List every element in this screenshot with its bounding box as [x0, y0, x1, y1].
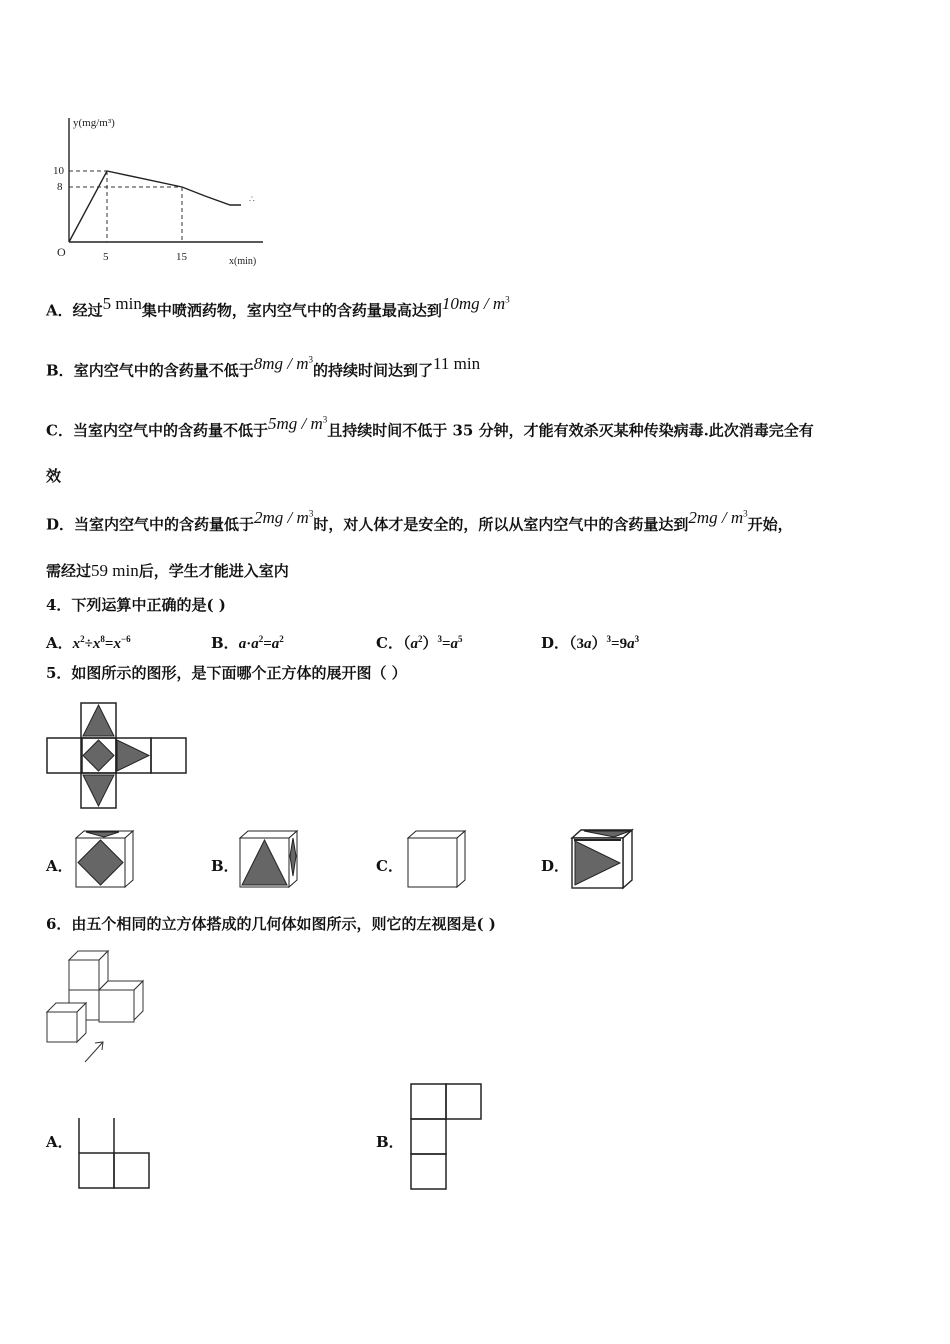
q5-option-a[interactable]: A． [46, 857, 73, 875]
concentration-graph [45, 112, 275, 272]
q3-option-c[interactable]: C．当室内空气中的含药量不低于$5mg / m^3$且持续时间不低于 35 分钟，才能有效杀灭某种传染病毒.此次消毒完全有 [46, 413, 814, 440]
q6-option-b-view[interactable] [409, 1082, 489, 1192]
cube-stack-figure [45, 948, 155, 1068]
svg-text:∴: ∴ [249, 194, 255, 204]
x-axis-label: x(min) [229, 256, 257, 267]
q5-option-b[interactable]: B． [211, 857, 239, 875]
y-axis-label: y(mg/m³) [73, 117, 115, 129]
q5-option-a-cube[interactable] [74, 830, 138, 890]
q4-stem: 4．下列运算中正确的是( ) [46, 596, 226, 614]
q5-option-d[interactable]: D． [541, 857, 570, 875]
x-tick-5: 5 [103, 251, 109, 263]
cube-net-figure [46, 700, 186, 810]
q5-option-d-cube[interactable] [568, 828, 636, 890]
concentration-curve [69, 171, 241, 242]
q3-option-d[interactable]: D．当室内空气中的含药量低于$2mg / m^3$时，对人体才是安全的，所以从室内空气中的含药量达到$2mg / m^3$开始， [46, 507, 793, 534]
q5-stem: 5．如图所示的图形，是下面哪个正方体的展开图（ ） [46, 664, 407, 682]
y-tick-10: 10 [53, 165, 64, 177]
q5-option-c[interactable]: C． [376, 857, 403, 875]
q3-option-d-cont: 需经过59 min后，学生才能进入室内 [46, 561, 289, 580]
q4-option-a[interactable]: A．$x^2\div x^8=x^{-6}$ [46, 634, 131, 652]
q6-stem: 6．由五个相同的立方体搭成的几何体如图所示，则它的左视图是( ) [46, 915, 496, 933]
q6-option-a[interactable]: A． [46, 1133, 73, 1151]
q4-option-d[interactable]: D．$(3a)^3=9a^3$ [541, 634, 640, 652]
q6-option-a-view[interactable] [77, 1116, 157, 1192]
x-tick-15: 15 [176, 251, 187, 263]
q5-option-c-cube[interactable] [406, 830, 470, 890]
q5-option-b-cube[interactable] [238, 830, 302, 890]
q3-option-c-cont: 效 [46, 467, 62, 485]
q4-option-b[interactable]: B．$a\cdot a^2=a^2$ [211, 634, 284, 652]
q4-option-c[interactable]: C．$(a^2)^3=a^5$ [376, 634, 463, 652]
q6-option-b[interactable]: B． [376, 1133, 404, 1151]
y-tick-8: 8 [57, 181, 63, 193]
q3-option-a[interactable]: A．经过5 min集中喷洒药物，室内空气中的含药量最高达到$10mg / m^3$ [46, 293, 510, 320]
origin-label: O [57, 245, 66, 259]
q3-option-b[interactable]: B．室内空气中的含药量不低于$8mg / m^3$的持续时间达到了11 min [46, 353, 481, 380]
